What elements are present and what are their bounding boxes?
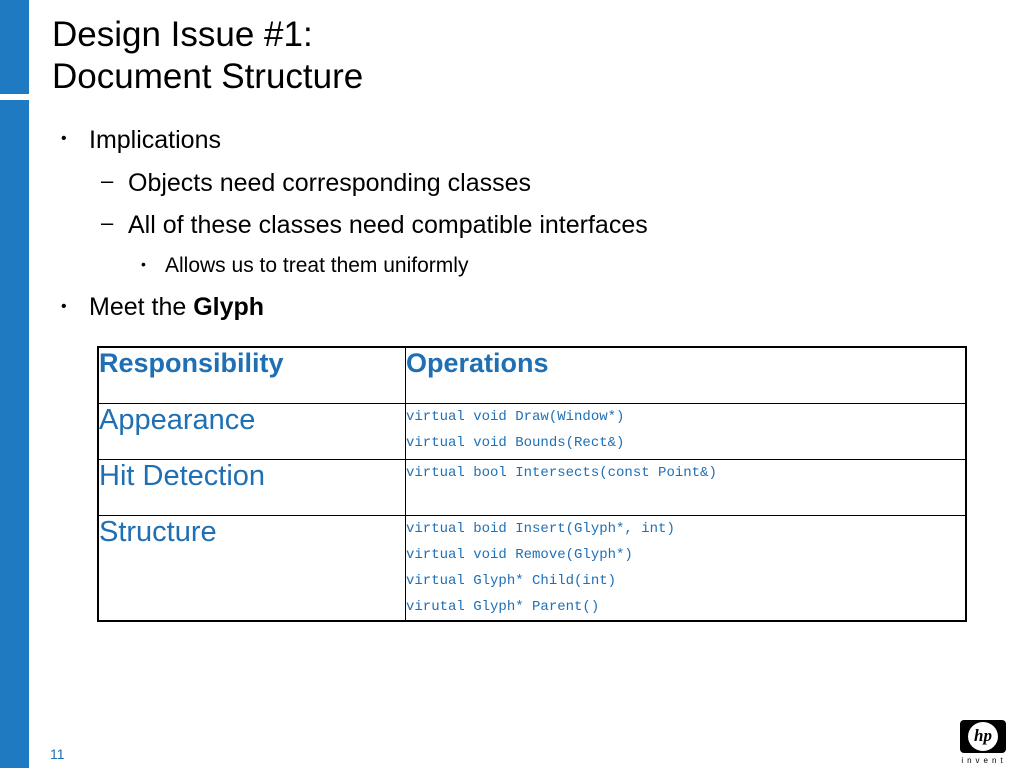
glyph-bold-text: Glyph (193, 293, 265, 321)
operation-line: virtual Glyph* Child(int) (406, 572, 617, 589)
responsibility-cell: Hit Detection (98, 459, 406, 515)
dash-marker: – (101, 168, 114, 193)
table-row (98, 515, 966, 621)
operation-line: virtual void Bounds(Rect&) (406, 434, 625, 451)
glyph-responsibility-table (97, 346, 967, 622)
title-line-2: Document Structure (52, 57, 364, 96)
operation-line: virtual void Remove(Glyph*) (406, 546, 633, 563)
title-line-1: Design Issue #1: (52, 15, 313, 54)
operation-line: virtual boid Insert(Glyph*, int) (406, 520, 675, 537)
operation-line: virtual bool Intersects(const Point&) (406, 464, 717, 481)
meet-the-text: Meet the (89, 293, 194, 321)
sidebar-accent-bar (0, 0, 29, 768)
table-header-row (98, 347, 966, 403)
hp-invent-tagline: invent (961, 756, 1007, 765)
table-row (98, 403, 966, 459)
bullet-meet-glyph (89, 292, 264, 322)
dash-marker: – (101, 210, 114, 235)
bullet-marker-small: • (141, 256, 146, 272)
operations-cell (406, 459, 967, 515)
operations-cell (406, 403, 967, 459)
operation-line: virutal Glyph* Parent() (406, 598, 600, 615)
responsibility-cell: Appearance (98, 403, 406, 459)
bullet-implications: Implications (89, 126, 221, 154)
table-row (98, 459, 966, 515)
bullet-marker: • (61, 298, 67, 315)
hp-logo-letters: hp (974, 726, 992, 745)
hp-logo-icon (960, 720, 1006, 753)
bullet-compatible-interfaces: All of these classes need compatible interfaces (128, 211, 648, 239)
bullet-marker: • (61, 130, 67, 147)
responsibility-cell: Structure (98, 515, 406, 621)
slide-title (52, 14, 363, 98)
page-number: 11 (50, 746, 65, 762)
header-responsibility: Responsibility (98, 347, 406, 403)
bullet-objects-classes: Objects need corresponding classes (128, 169, 532, 197)
header-operations: Operations (406, 347, 967, 403)
hp-logo-circle (968, 722, 998, 751)
operations-cell (406, 515, 967, 621)
operation-line: virtual void Draw(Window*) (406, 408, 625, 425)
sidebar-notch (0, 94, 29, 100)
bullet-treat-uniformly: Allows us to treat them uniformly (165, 254, 469, 277)
